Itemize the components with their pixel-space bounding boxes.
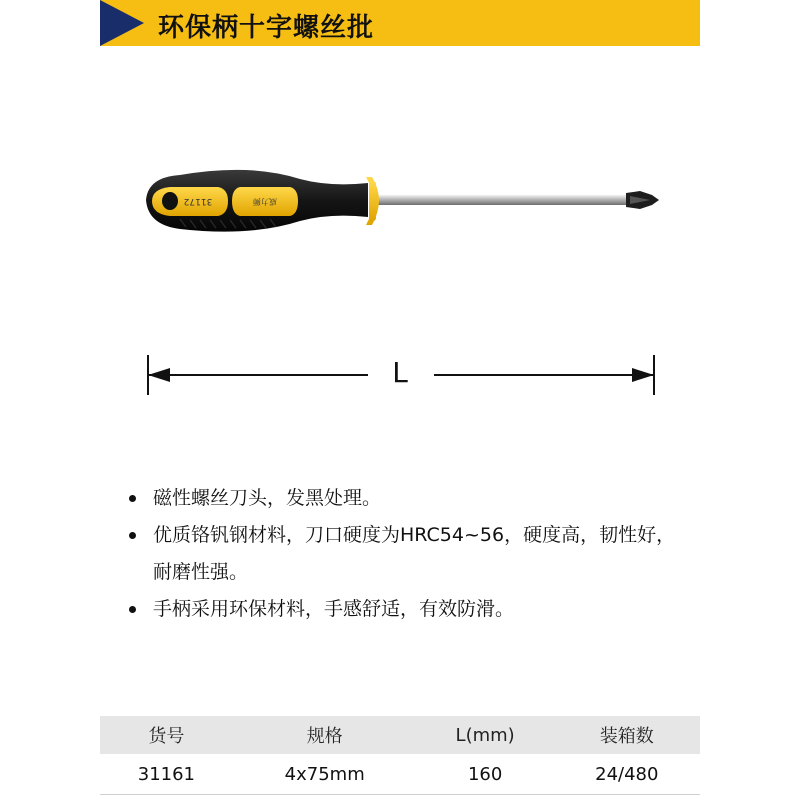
column-header-carton-qty: 装箱数 <box>554 716 700 754</box>
spec-table <box>100 716 700 795</box>
dimension-left-arrow <box>148 368 170 382</box>
column-header-length: L(mm) <box>417 716 554 754</box>
feature-item <box>125 517 685 591</box>
handle-label-2: 威力狮 <box>253 197 277 206</box>
screwdriver-shaft <box>376 195 626 205</box>
table-row <box>100 754 700 795</box>
cell-item-no: 31161 <box>137 763 196 785</box>
feature-text: 手柄采用环保材料，手感舒适，有效防滑。 <box>153 598 515 620</box>
title-bar <box>100 0 700 46</box>
screwdriver-image <box>140 165 670 250</box>
title-triangle-decoration <box>100 0 144 46</box>
page-title: 环保柄十字螺丝批 <box>158 13 375 43</box>
bullet-icon <box>129 606 136 613</box>
feature-item <box>125 480 685 517</box>
bullet-icon <box>129 495 136 502</box>
feature-item <box>125 591 685 628</box>
feature-text: 磁性螺丝刀头，发黑处理。 <box>153 487 382 509</box>
dimension-right-arrow <box>632 368 654 382</box>
cell-length: 160 <box>467 763 503 785</box>
feature-text: 优质铬钒钢材料，刀口硬度为HRC54~56，硬度高，韧性好，耐磨性强。 <box>153 524 676 583</box>
column-header-item-no: 货号 <box>100 716 233 754</box>
table-header-row <box>100 716 700 754</box>
dimension-label: L <box>373 356 427 389</box>
cell-spec: 4x75mm <box>284 763 365 785</box>
bullet-icon <box>129 532 136 539</box>
handle-label-1: 31172 <box>183 196 213 206</box>
cell-carton-qty: 24/480 <box>595 763 659 785</box>
feature-list <box>125 480 685 628</box>
column-header-spec: 规格 <box>233 716 417 754</box>
